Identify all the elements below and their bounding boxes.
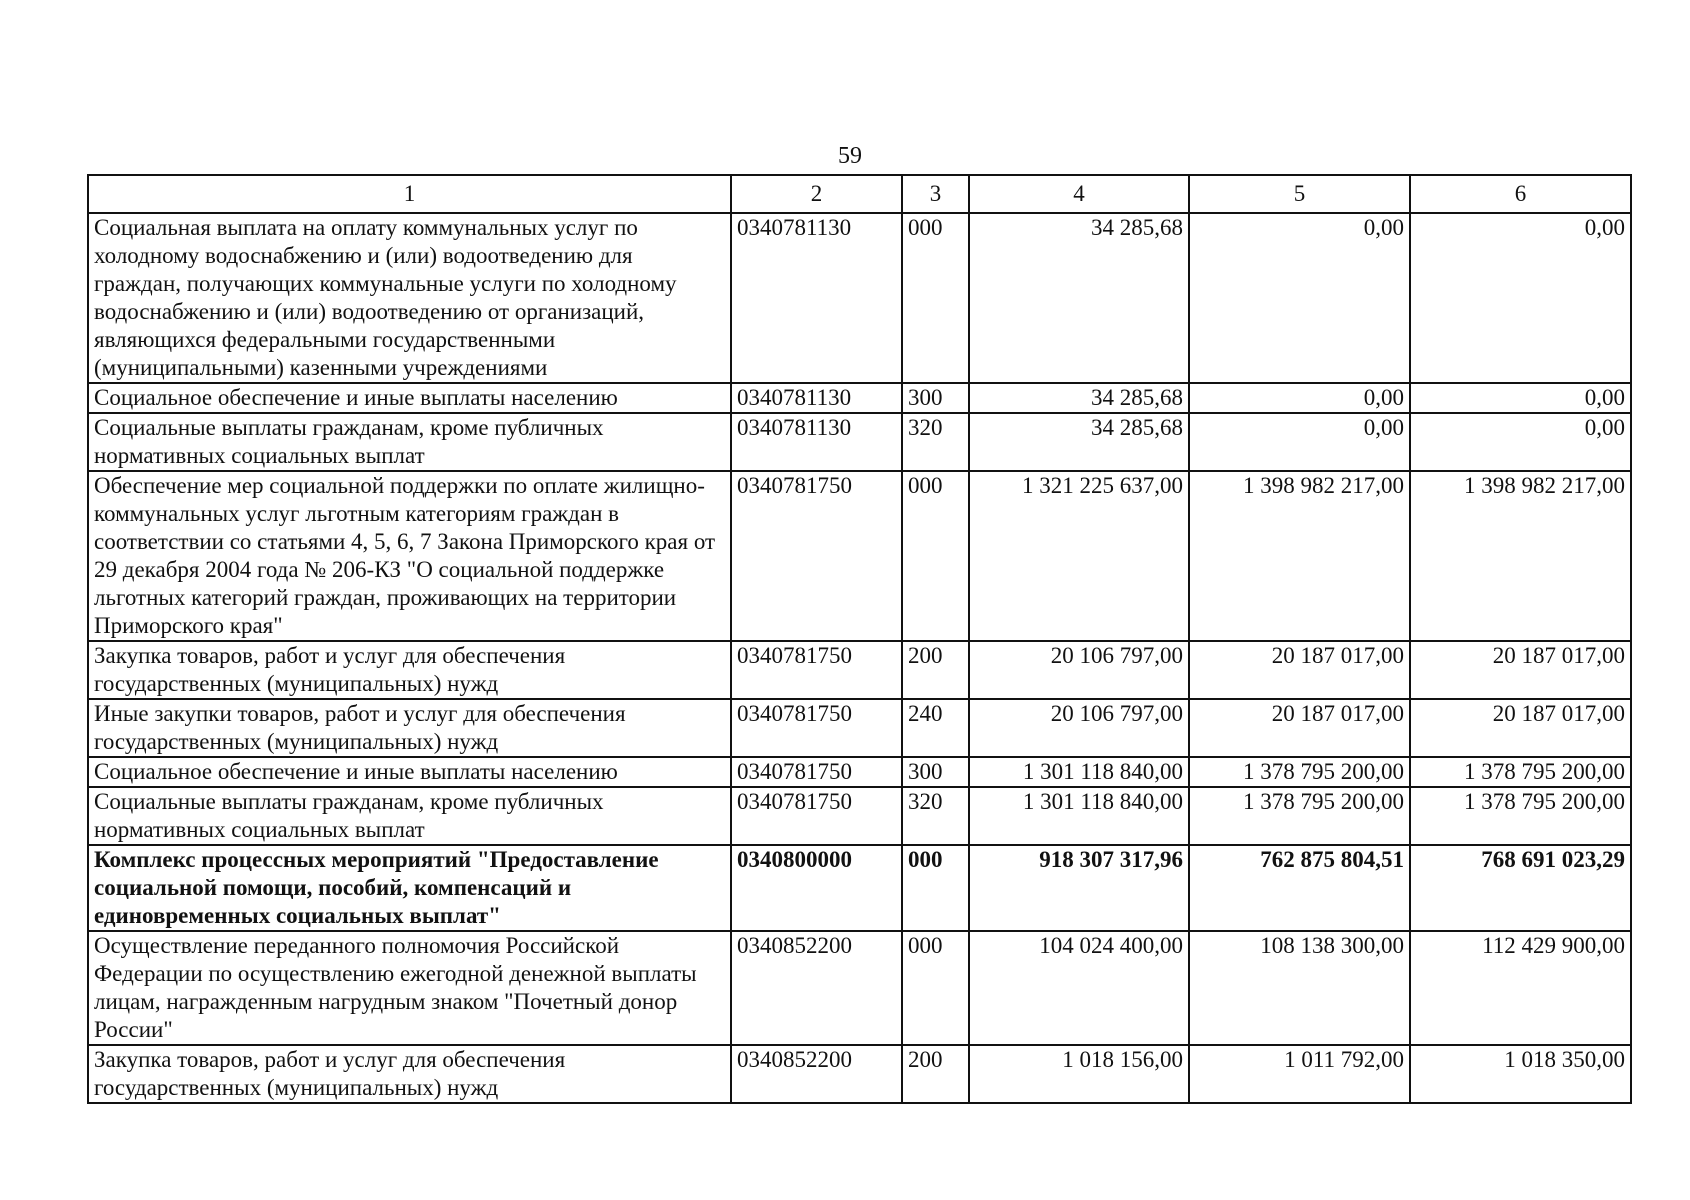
row-code-cell: 0340781130 (731, 213, 902, 383)
row-type-cell: 000 (902, 471, 969, 641)
row-value-col6-cell: 0,00 (1410, 413, 1631, 471)
row-code-cell: 0340781130 (731, 413, 902, 471)
row-value-col6-cell: 20 187 017,00 (1410, 641, 1631, 699)
column-header-1: 1 (88, 175, 731, 213)
table-body (88, 213, 1631, 1103)
row-value-col5-cell: 20 187 017,00 (1189, 641, 1410, 699)
row-value-col6-cell: 0,00 (1410, 213, 1631, 383)
row-value-col6-cell: 112 429 900,00 (1410, 931, 1631, 1045)
budget-table (87, 174, 1632, 1104)
row-name-cell: Социальные выплаты гражданам, кроме публичных нормативных социальных выплат (88, 787, 731, 845)
table-row (88, 471, 1631, 641)
page-number: 59 (838, 143, 862, 169)
table-row (88, 413, 1631, 471)
row-value-col6-cell: 1 398 982 217,00 (1410, 471, 1631, 641)
row-type-cell: 000 (902, 931, 969, 1045)
column-header-5: 5 (1189, 175, 1410, 213)
row-value-col5-cell: 20 187 017,00 (1189, 699, 1410, 757)
header-row (88, 175, 1631, 213)
table-row (88, 931, 1631, 1045)
row-name-cell: Иные закупки товаров, работ и услуг для обеспечения государственных (муниципальных) нужд (88, 699, 731, 757)
row-value-col6-cell: 20 187 017,00 (1410, 699, 1631, 757)
row-value-col5-cell: 0,00 (1189, 383, 1410, 413)
column-header-3: 3 (902, 175, 969, 213)
row-code-cell: 0340852200 (731, 1045, 902, 1103)
row-type-cell: 000 (902, 845, 969, 931)
table-row (88, 845, 1631, 931)
row-value-col4-cell: 1 301 118 840,00 (969, 757, 1189, 787)
row-code-cell: 0340781750 (731, 471, 902, 641)
row-code-cell: 0340800000 (731, 845, 902, 931)
row-value-col5-cell: 1 011 792,00 (1189, 1045, 1410, 1103)
row-name-cell: Социальная выплата на оплату коммунальных услуг по холодному водоснабжению и (или) водоотведению для граждан, получающих коммунальные услуги по холодному водоснабжению и (или) водоотведению от организаций, являющихся федеральными государственными (муниципальными) казенными учреждениями (88, 213, 731, 383)
row-value-col6-cell: 0,00 (1410, 383, 1631, 413)
row-code-cell: 0340781750 (731, 757, 902, 787)
row-value-col6-cell: 1 378 795 200,00 (1410, 787, 1631, 845)
row-name-cell: Закупка товаров, работ и услуг для обеспечения государственных (муниципальных) нужд (88, 1045, 731, 1103)
row-name-cell: Комплекс процессных мероприятий "Предоставление социальной помощи, пособий, компенсаций и единовременных социальных выплат" (88, 845, 731, 931)
row-value-col4-cell: 1 321 225 637,00 (969, 471, 1189, 641)
row-code-cell: 0340781750 (731, 699, 902, 757)
row-code-cell: 0340852200 (731, 931, 902, 1045)
row-value-col4-cell: 20 106 797,00 (969, 641, 1189, 699)
table-row (88, 641, 1631, 699)
row-value-col5-cell: 762 875 804,51 (1189, 845, 1410, 931)
row-value-col4-cell: 34 285,68 (969, 383, 1189, 413)
row-value-col4-cell: 20 106 797,00 (969, 699, 1189, 757)
row-value-col5-cell: 1 398 982 217,00 (1189, 471, 1410, 641)
row-value-col5-cell: 1 378 795 200,00 (1189, 787, 1410, 845)
table-row (88, 1045, 1631, 1103)
column-header-2: 2 (731, 175, 902, 213)
row-type-cell: 320 (902, 787, 969, 845)
row-value-col6-cell: 1 378 795 200,00 (1410, 757, 1631, 787)
row-value-col5-cell: 0,00 (1189, 213, 1410, 383)
row-value-col5-cell: 1 378 795 200,00 (1189, 757, 1410, 787)
table-row (88, 383, 1631, 413)
row-value-col4-cell: 1 301 118 840,00 (969, 787, 1189, 845)
table-row (88, 699, 1631, 757)
row-type-cell: 320 (902, 413, 969, 471)
table-row (88, 787, 1631, 845)
row-value-col4-cell: 104 024 400,00 (969, 931, 1189, 1045)
row-name-cell: Социальные выплаты гражданам, кроме публичных нормативных социальных выплат (88, 413, 731, 471)
row-value-col4-cell: 1 018 156,00 (969, 1045, 1189, 1103)
row-name-cell: Осуществление переданного полномочия Российской Федерации по осуществлению ежегодной денежной выплаты лицам, награжденным нагрудным знаком "Почетный донор России" (88, 931, 731, 1045)
row-value-col5-cell: 108 138 300,00 (1189, 931, 1410, 1045)
row-type-cell: 300 (902, 757, 969, 787)
row-value-col6-cell: 1 018 350,00 (1410, 1045, 1631, 1103)
row-name-cell: Обеспечение мер социальной поддержки по оплате жилищно-коммунальных услуг льготным категориям граждан в соответствии со статьями 4, 5, 6, 7 Закона Приморского края от 29 декабря 2004 года № 206-КЗ "О социальной поддержке льготных категорий граждан, проживающих на территории Приморского края" (88, 471, 731, 641)
row-value-col4-cell: 34 285,68 (969, 413, 1189, 471)
table-row (88, 757, 1631, 787)
row-value-col5-cell: 0,00 (1189, 413, 1410, 471)
row-code-cell: 0340781130 (731, 383, 902, 413)
row-type-cell: 200 (902, 1045, 969, 1103)
column-header-6: 6 (1410, 175, 1631, 213)
row-name-cell: Социальное обеспечение и иные выплаты населению (88, 383, 731, 413)
row-type-cell: 300 (902, 383, 969, 413)
row-type-cell: 000 (902, 213, 969, 383)
row-type-cell: 240 (902, 699, 969, 757)
row-name-cell: Закупка товаров, работ и услуг для обеспечения государственных (муниципальных) нужд (88, 641, 731, 699)
row-name-cell: Социальное обеспечение и иные выплаты населению (88, 757, 731, 787)
row-value-col4-cell: 34 285,68 (969, 213, 1189, 383)
table-row (88, 213, 1631, 383)
row-value-col6-cell: 768 691 023,29 (1410, 845, 1631, 931)
column-header-4: 4 (969, 175, 1189, 213)
row-value-col4-cell: 918 307 317,96 (969, 845, 1189, 931)
row-code-cell: 0340781750 (731, 787, 902, 845)
row-type-cell: 200 (902, 641, 969, 699)
row-code-cell: 0340781750 (731, 641, 902, 699)
